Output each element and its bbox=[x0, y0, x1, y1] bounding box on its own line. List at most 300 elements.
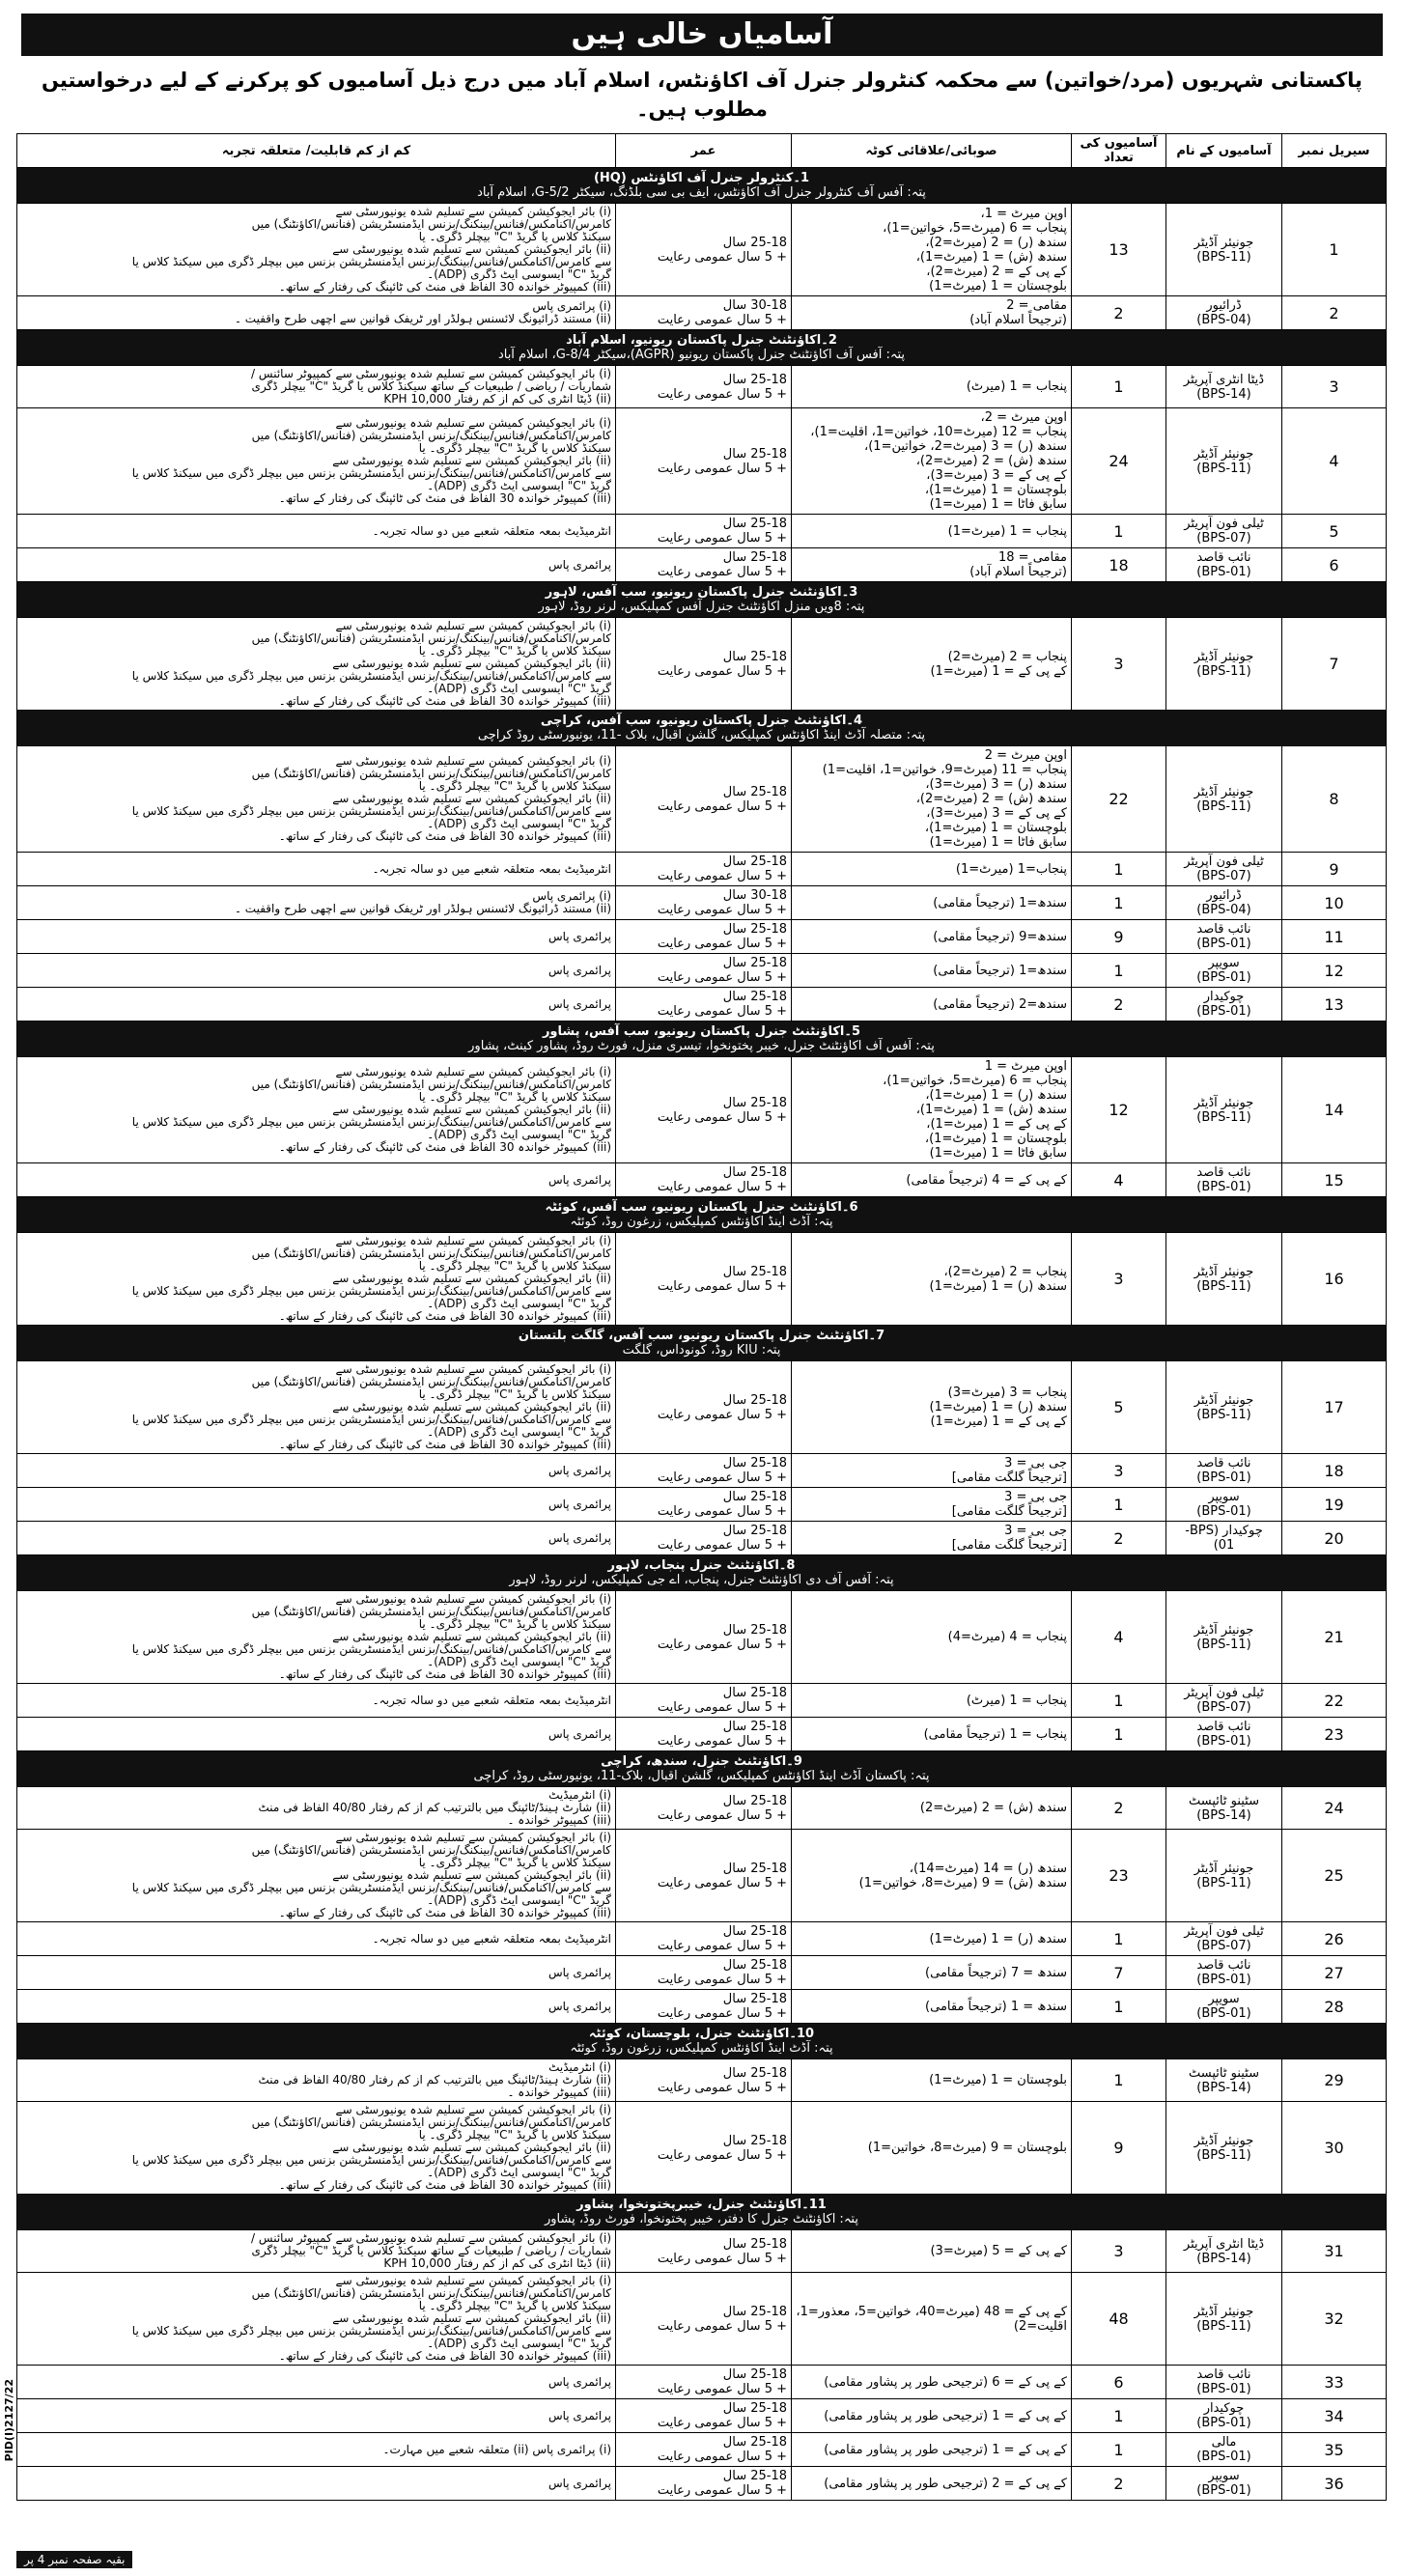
section-title: 1۔کنٹرولر جنرل آف اکاؤنٹس (HQ) bbox=[593, 171, 810, 185]
qualification-line: پرائمری پاس bbox=[548, 557, 611, 572]
qualification-line: (i) بائر ایجوکیشن کمیشن سے تسلیم شدہ یونیورسٹی سے bbox=[335, 416, 611, 430]
quota-cell bbox=[792, 1591, 1072, 1684]
age-line: 25-18 سال bbox=[722, 1490, 787, 1504]
post-scale: (BPS-01) bbox=[1196, 2006, 1251, 2021]
post-name: ڈرائیور bbox=[1206, 888, 1242, 903]
count-cell: 1 bbox=[1072, 1488, 1166, 1522]
count-cell: 1 bbox=[1072, 1684, 1166, 1718]
section-address: پتہ: متصلہ آڈٹ اینڈ اکاؤنٹس کمپلیکس، گلشن اقبال، بلاک -11، یونیورسٹی روڈ کراچی bbox=[477, 728, 926, 742]
section-header-row bbox=[17, 582, 1387, 618]
post-scale: (BPS-01) bbox=[1196, 1470, 1251, 1485]
section-header-cell bbox=[17, 1751, 1387, 1787]
section-header-cell bbox=[17, 2195, 1387, 2230]
quota-line: بلوچستان = 1 (میرٹ=1) bbox=[929, 2073, 1067, 2087]
qualification-line: (i) بائر ایجوکیشن کمیشن سے تسلیم شدہ یونیورسٹی سے bbox=[335, 1831, 611, 1844]
post-scale: (BPS-11) bbox=[1196, 663, 1251, 679]
qualification-cell bbox=[17, 2230, 616, 2273]
post-cell bbox=[1166, 2467, 1282, 2501]
quota-cell bbox=[792, 2366, 1072, 2399]
count-cell: 5 bbox=[1072, 1361, 1166, 1454]
age-line: 25-18 سال bbox=[722, 990, 787, 1004]
count-cell: 4 bbox=[1072, 1591, 1166, 1684]
age-line: 25-18 سال bbox=[722, 1924, 787, 1939]
table-row bbox=[17, 548, 1387, 582]
post-scale: (BPS-01) bbox=[1196, 2382, 1251, 2396]
header-age: عمر bbox=[616, 134, 792, 168]
quota-cell bbox=[792, 988, 1072, 1022]
age-line: 25-18 سال bbox=[722, 1456, 787, 1470]
quota-cell bbox=[792, 296, 1072, 330]
qualification-line: (i) بائر ایجوکیشن کمیشن سے تسلیم شدہ یونیورسٹی سے bbox=[335, 1065, 611, 1078]
quota-line: کے پی کے = 6 (ترجیحی طور پر پشاور مقامی) bbox=[824, 2374, 1067, 2390]
qualification-line: سے کامرس/اکنامکس/فنانس/بینکنگ/بزنس ایڈمنسٹریشن بزنس میں بیچلر ڈگری میں سیکنڈ کلاس یا bbox=[131, 669, 611, 683]
age-line: + 5 سال عمومی رعایت bbox=[657, 1180, 787, 1194]
post-scale: (BPS-01) bbox=[1196, 1504, 1251, 1519]
age-line: 25-18 سال bbox=[722, 649, 787, 664]
quota-cell bbox=[792, 1361, 1072, 1454]
qualification-line: (ii) مستند ڈرائیونگ لائسنس ہولڈر اور ٹریفک قوانین سے اچھی طرح واقفیت ۔ bbox=[234, 312, 611, 325]
count-cell: 1 bbox=[1072, 2433, 1166, 2467]
age-line: + 5 سال عمومی رعایت bbox=[657, 1875, 787, 1890]
quota-line: پنجاب = 11 (میرٹ=9، خواتین=1، اقلیت=1) bbox=[822, 763, 1067, 777]
section-header-cell bbox=[17, 2024, 1387, 2059]
qualification-cell bbox=[17, 2366, 616, 2399]
age-cell bbox=[616, 954, 792, 988]
section-header-row bbox=[17, 1555, 1387, 1591]
section-address: پتہ: پاکستان آڈٹ اینڈ اکاؤنٹس کمپلیکس، گلشن اقبال، بلاک-11، یونیورسٹی روڈ، کراچی bbox=[473, 1769, 930, 1783]
table-row bbox=[17, 618, 1387, 711]
section-title: 5۔اکاؤنٹنٹ جنرل پاکستان ریونیو، سب آفس، پشاور bbox=[542, 1024, 861, 1039]
serial-cell: 24 bbox=[1282, 1787, 1387, 1830]
quota-line: (ترجیحاً اسلام آباد) bbox=[969, 565, 1067, 579]
quota-cell bbox=[792, 515, 1072, 548]
publication-code: PID(I)2127/22 bbox=[3, 2379, 15, 2462]
post-name: جونیئر آڈیٹر bbox=[1193, 1264, 1254, 1279]
section-address: پتہ: آڈٹ اینڈ اکاؤنٹس کمپلیکس، زرغون روڈ، کوئٹہ bbox=[570, 2041, 833, 2056]
age-cell bbox=[616, 1488, 792, 1522]
post-cell bbox=[1166, 2366, 1282, 2399]
quota-line: (ترجیحاً اسلام آباد) bbox=[969, 313, 1067, 327]
qualification-line: (ii) بائر ایجوکیشن کمیشن سے تسلیم شدہ یونیورسٹی سے bbox=[332, 2141, 611, 2154]
qualification-line: سیکنڈ کلاس یا گریڈ "C" بیچلر ڈگری۔ یا bbox=[418, 1090, 611, 1104]
quota-line: کے پی کے = 1 (میرٹ=1) bbox=[930, 1414, 1067, 1429]
table-row bbox=[17, 1591, 1387, 1684]
age-cell bbox=[616, 1057, 792, 1163]
table-row bbox=[17, 1718, 1387, 1751]
quota-line: سندھ (ر) = 3 (میرٹ=2، خواتین=1)، bbox=[864, 439, 1067, 454]
quota-line: کے پی کے = 1 (ترجیحی طور پر پشاور مقامی) bbox=[824, 2442, 1067, 2457]
age-line: + 5 سال عمومی رعایت bbox=[657, 1004, 787, 1019]
age-cell bbox=[616, 853, 792, 886]
table-header-row bbox=[17, 134, 1387, 168]
qualification-line: پرائمری پاس bbox=[548, 2374, 611, 2389]
age-line: + 5 سال عمومی رعایت bbox=[657, 1538, 787, 1553]
qualification-line: سیکنڈ کلاس یا گریڈ "C" بیچلر ڈگری۔ یا bbox=[418, 230, 611, 243]
quota-line: پنجاب = 3 (میرٹ=3) bbox=[947, 1386, 1067, 1400]
serial-cell: 28 bbox=[1282, 1990, 1387, 2024]
quota-line: پنجاب = 4 (میرٹ=4) bbox=[947, 1630, 1067, 1644]
age-line: 25-18 سال bbox=[722, 1392, 787, 1408]
table-row bbox=[17, 1163, 1387, 1197]
post-cell bbox=[1166, 1522, 1282, 1555]
section-title: 8۔اکاؤنٹنٹ جنرل پنجاب، لاہور bbox=[607, 1558, 796, 1573]
qualification-line: (i) بائر ایجوکیشن کمیشن سے تسلیم شدہ یونیورسٹی سے bbox=[335, 1362, 611, 1376]
age-cell bbox=[616, 2467, 792, 2501]
age-line: + 5 سال عمومی رعایت bbox=[657, 386, 787, 402]
age-line: + 5 سال عمومی رعایت bbox=[657, 2318, 787, 2334]
post-cell bbox=[1166, 366, 1282, 408]
quota-cell bbox=[792, 2467, 1072, 2501]
qualification-line: شماریات / ریاضی / طبیعیات کے ساتھ سیکنڈ کلاس یا گریڈ "C" بیچلر ڈگری bbox=[251, 2244, 611, 2257]
section-header-cell bbox=[17, 582, 1387, 618]
age-line: 25-18 سال bbox=[722, 446, 787, 462]
serial-cell: 34 bbox=[1282, 2399, 1387, 2433]
qualification-line: پرائمری پاس bbox=[548, 1530, 611, 1545]
qualification-line: سیکنڈ کلاس یا گریڈ "C" بیچلر ڈگری۔ یا bbox=[418, 1259, 611, 1273]
quota-cell bbox=[792, 1922, 1072, 1956]
qualification-line: (iii) کمپیوٹر خواندہ 30 الفاظ فی منٹ کی ٹائپنگ کی رفتار کے ساتھ۔ bbox=[278, 829, 611, 843]
count-cell: 1 bbox=[1072, 886, 1166, 920]
quota-line: [ترجیحاً گلگت مقامی] bbox=[951, 1538, 1067, 1553]
quota-line: سابق فاٹا = 1 (میرٹ=1) bbox=[929, 1146, 1067, 1161]
qualification-line: سے کامرس/اکنامکس/فنانس/بینکنگ/بزنس ایڈمنسٹریشن بزنس میں بیچلر ڈگری میں سیکنڈ کلاس یا bbox=[131, 1413, 611, 1426]
quota-line: کے پی کے = 1 (میرٹ=1)، bbox=[926, 1117, 1067, 1132]
table-row bbox=[17, 1522, 1387, 1555]
qualification-line: سیکنڈ کلاس یا گریڈ "C" بیچلر ڈگری۔ یا bbox=[418, 1617, 611, 1631]
age-line: + 5 سال عمومی رعایت bbox=[657, 1109, 787, 1125]
serial-cell: 5 bbox=[1282, 515, 1387, 548]
age-line: + 5 سال عمومی رعایت bbox=[657, 1504, 787, 1519]
table-row bbox=[17, 746, 1387, 853]
qualification-line: گریڈ "C" ایسوسی ایٹ ڈگری (ADP)۔ bbox=[427, 2166, 611, 2179]
quota-line: جی بی = 3 bbox=[1004, 1524, 1067, 1538]
post-cell bbox=[1166, 1718, 1282, 1751]
quota-line: اوپن میرٹ = 2 bbox=[984, 748, 1067, 763]
post-name: جونیئر آڈیٹر bbox=[1193, 1622, 1254, 1638]
serial-cell: 16 bbox=[1282, 1233, 1387, 1326]
qualification-line: گریڈ "C" ایسوسی ایٹ ڈگری (ADP)۔ bbox=[427, 817, 611, 830]
quota-cell bbox=[792, 2399, 1072, 2433]
qualification-line: کامرس/اکنامکس/فنانس/بینکنگ/بزنس ایڈمنسٹریشن (فنانس/اکاؤنٹنگ) میں bbox=[251, 217, 611, 231]
qualification-cell bbox=[17, 746, 616, 853]
qualification-cell bbox=[17, 1718, 616, 1751]
section-title: 9۔اکاؤنٹنٹ جنرل، سندھ، کراچی bbox=[601, 1754, 802, 1769]
age-cell bbox=[616, 2433, 792, 2467]
count-cell: 3 bbox=[1072, 618, 1166, 711]
count-cell: 3 bbox=[1072, 2230, 1166, 2273]
table-row bbox=[17, 1922, 1387, 1956]
quota-cell bbox=[792, 366, 1072, 408]
post-name: سویپر bbox=[1208, 1490, 1240, 1504]
qualification-cell bbox=[17, 988, 616, 1022]
serial-cell: 30 bbox=[1282, 2102, 1387, 2195]
post-name: نائب قاصد bbox=[1196, 922, 1251, 937]
qualification-line: کامرس/اکنامکس/فنانس/بینکنگ/بزنس ایڈمنسٹریشن (فنانس/اکاؤنٹنگ) میں bbox=[251, 429, 611, 442]
post-scale: (BPS-01) bbox=[1196, 1004, 1251, 1019]
table-row bbox=[17, 1990, 1387, 2024]
age-cell bbox=[616, 2230, 792, 2273]
post-scale: (BPS-04) bbox=[1196, 903, 1251, 917]
age-cell bbox=[616, 1787, 792, 1830]
count-cell: 7 bbox=[1072, 1956, 1166, 1990]
post-name: مالی bbox=[1211, 2435, 1237, 2450]
quota-line: کے پی کے = 1 (ترجیحی طور پر پشاور مقامی) bbox=[824, 2408, 1067, 2423]
age-cell bbox=[616, 988, 792, 1022]
age-line: 25-18 سال bbox=[722, 2435, 787, 2450]
post-name: جونیئر آڈیٹر bbox=[1193, 2304, 1254, 2319]
section-header-cell bbox=[17, 168, 1387, 204]
post-name: جونیئر آڈیٹر bbox=[1193, 1861, 1254, 1876]
post-cell bbox=[1166, 2059, 1282, 2102]
qualification-line: (i) بائر ایجوکیشن کمیشن سے تسلیم شدہ یونیورسٹی سے bbox=[335, 1592, 611, 1606]
post-scale: (BPS-11) bbox=[1196, 1109, 1251, 1125]
age-line: + 5 سال عمومی رعایت bbox=[657, 1973, 787, 1987]
post-name: ٹیلی فون آپریٹر bbox=[1184, 517, 1264, 531]
quota-line: سندھ=2 (ترجیحاً مقامی) bbox=[933, 996, 1067, 1012]
post-name: جونیئر آڈیٹر bbox=[1193, 649, 1254, 664]
age-line: 25-18 سال bbox=[722, 2469, 787, 2483]
quota-cell bbox=[792, 2273, 1072, 2366]
quota-line: اوپن میرٹ = 2، bbox=[980, 410, 1067, 425]
section-header-row bbox=[17, 711, 1387, 746]
quota-cell bbox=[792, 204, 1072, 296]
qualification-line: سے کامرس/اکنامکس/فنانس/بینکنگ/بزنس ایڈمنسٹریشن بزنس میں بیچلر ڈگری میں سیکنڈ کلاس یا bbox=[131, 1115, 611, 1129]
quota-cell bbox=[792, 1956, 1072, 1990]
quota-line: پنجاب = 1 (میرٹ) bbox=[966, 379, 1067, 394]
quota-line: کے پی کے = 3 (میرٹ=3)، bbox=[926, 806, 1067, 821]
section-title: 4۔اکاؤنٹنٹ جنرل پاکستان ریونیو، سب آفس، کراچی bbox=[540, 714, 863, 728]
post-cell bbox=[1166, 1956, 1282, 1990]
table-row bbox=[17, 1830, 1387, 1922]
age-line: 25-18 سال bbox=[722, 1686, 787, 1700]
age-line: + 5 سال عمومی رعایت bbox=[657, 2382, 787, 2396]
age-line: 25-18 سال bbox=[722, 1165, 787, 1180]
quota-line: پنجاب = 2 (میرٹ=2)، bbox=[943, 1264, 1067, 1279]
count-cell: 9 bbox=[1072, 920, 1166, 954]
post-name: جونیئر آڈیٹر bbox=[1193, 235, 1254, 250]
qualification-cell bbox=[17, 1163, 616, 1197]
table-row bbox=[17, 2366, 1387, 2399]
post-cell bbox=[1166, 920, 1282, 954]
quota-line: کے پی کے = 2 (ترجیحی طور پر پشاور مقامی) bbox=[824, 2476, 1067, 2491]
section-address: پتہ: آفس آف اکاؤنٹنٹ جنرل، خیبر پختونخوا، تیسری منزل، فورٹ روڈ، پشاور کینٹ، پشاور bbox=[468, 1039, 935, 1053]
post-cell bbox=[1166, 2433, 1282, 2467]
age-line: 25-18 سال bbox=[722, 550, 787, 565]
count-cell: 1 bbox=[1072, 954, 1166, 988]
count-cell: 22 bbox=[1072, 746, 1166, 853]
count-cell: 4 bbox=[1072, 1163, 1166, 1197]
qualification-line: کامرس/اکنامکس/فنانس/بینکنگ/بزنس ایڈمنسٹریشن (فنانس/اکاؤنٹنگ) میں bbox=[251, 2115, 611, 2129]
qualification-line: (i) بائر ایجوکیشن کمیشن سے تسلیم شدہ یونیورسٹی سے bbox=[335, 2103, 611, 2116]
qualification-line: گریڈ "C" ایسوسی ایٹ ڈگری (ADP)۔ bbox=[427, 1425, 611, 1439]
section-header-cell bbox=[17, 330, 1387, 366]
age-line: + 5 سال عمومی رعایت bbox=[657, 663, 787, 679]
post-cell bbox=[1166, 618, 1282, 711]
quota-line: [ترجیحاً گلگت مقامی] bbox=[951, 1470, 1067, 1485]
quota-line: سندھ (ر) = 14 (میرٹ=14)، bbox=[909, 1861, 1067, 1876]
count-cell: 13 bbox=[1072, 204, 1166, 296]
qualification-line: (i) انٹرمیڈیٹ bbox=[548, 1788, 611, 1802]
post-scale: (BPS-01) bbox=[1196, 970, 1251, 985]
quota-line: پنجاب = 1 (میرٹ) bbox=[966, 1693, 1067, 1708]
age-cell bbox=[616, 2102, 792, 2195]
qualification-cell bbox=[17, 853, 616, 886]
qualification-cell bbox=[17, 920, 616, 954]
quota-line: اوپن میرٹ = 1، bbox=[980, 206, 1067, 221]
quota-cell bbox=[792, 1488, 1072, 1522]
age-cell bbox=[616, 920, 792, 954]
qualification-line: (ii) بائر ایجوکیشن کمیشن سے تسلیم شدہ یونیورسٹی سے bbox=[332, 1103, 611, 1116]
qualification-cell bbox=[17, 2059, 616, 2102]
count-cell: 1 bbox=[1072, 366, 1166, 408]
qualification-line: پرائمری پاس bbox=[548, 1726, 611, 1741]
qualification-line: (iii) کمپیوٹر خواندہ 30 الفاظ فی منٹ کی ٹائپنگ کی رفتار کے ساتھ۔ bbox=[278, 2178, 611, 2192]
qualification-line: پرائمری پاس bbox=[548, 2476, 611, 2490]
post-scale: (BPS-07) bbox=[1196, 869, 1251, 883]
qualification-line: (i) بائر ایجوکیشن کمیشن سے تسلیم شدہ یونیورسٹی سے کمپیوٹر سائنس / bbox=[251, 367, 611, 380]
serial-cell: 7 bbox=[1282, 618, 1387, 711]
count-cell: 1 bbox=[1072, 853, 1166, 886]
qualification-cell bbox=[17, 1787, 616, 1830]
qualification-line: کامرس/اکنامکس/فنانس/بینکنگ/بزنس ایڈمنسٹریشن (فنانس/اکاؤنٹنگ) میں bbox=[251, 1078, 611, 1091]
age-cell bbox=[616, 548, 792, 582]
age-cell bbox=[616, 1522, 792, 1555]
serial-cell: 32 bbox=[1282, 2273, 1387, 2366]
age-line: 30-18 سال bbox=[722, 298, 787, 313]
table-row bbox=[17, 1488, 1387, 1522]
age-line: 25-18 سال bbox=[722, 1958, 787, 1973]
quota-line: سندھ=1 (ترجیحاً مقامی) bbox=[933, 895, 1067, 910]
quota-cell bbox=[792, 618, 1072, 711]
post-scale: (BPS-01) bbox=[1196, 1973, 1251, 1987]
age-line: 25-18 سال bbox=[722, 1264, 787, 1279]
post-scale: (BPS-11) bbox=[1196, 1875, 1251, 1890]
serial-cell: 9 bbox=[1282, 853, 1387, 886]
serial-cell: 31 bbox=[1282, 2230, 1387, 2273]
post-name: ٹیلی فون آپریٹر bbox=[1184, 1686, 1264, 1700]
qualification-line: کامرس/اکنامکس/فنانس/بینکنگ/بزنس ایڈمنسٹریشن (فنانس/اکاؤنٹنگ) میں bbox=[251, 1246, 611, 1260]
age-line: + 5 سال عمومی رعایت bbox=[657, 2483, 787, 2498]
table-row bbox=[17, 204, 1387, 296]
age-line: 25-18 سال bbox=[722, 1524, 787, 1538]
table-row bbox=[17, 2059, 1387, 2102]
post-name: سٹینو ٹائپسٹ bbox=[1189, 2065, 1259, 2081]
age-line: + 5 سال عمومی رعایت bbox=[657, 461, 787, 476]
post-name: جونیئر آڈیٹر bbox=[1193, 784, 1254, 799]
qualification-line: (iii) کمپیوٹر خواندہ 30 الفاظ فی منٹ کی ٹائپنگ کی رفتار کے ساتھ۔ bbox=[278, 1438, 611, 1451]
count-cell: 2 bbox=[1072, 2467, 1166, 2501]
post-scale: (BPS-14) bbox=[1196, 2251, 1251, 2266]
section-header-row bbox=[17, 168, 1387, 204]
qualification-line: کامرس/اکنامکس/فنانس/بینکنگ/بزنس ایڈمنسٹریشن (فنانس/اکاؤنٹنگ) میں bbox=[251, 1843, 611, 1857]
post-scale: (BPS-11) bbox=[1196, 249, 1251, 265]
age-line: + 5 سال عمومی رعایت bbox=[657, 531, 787, 546]
table-row bbox=[17, 1361, 1387, 1454]
post-cell bbox=[1166, 886, 1282, 920]
serial-cell: 4 bbox=[1282, 408, 1387, 515]
post-cell bbox=[1166, 988, 1282, 1022]
age-line: 25-18 سال bbox=[722, 235, 787, 250]
qualification-line: (i) بائر ایجوکیشن کمیشن سے تسلیم شدہ یونیورسٹی سے bbox=[335, 205, 611, 218]
age-cell bbox=[616, 1684, 792, 1718]
section-header-row bbox=[17, 2024, 1387, 2059]
quota-cell bbox=[792, 2433, 1072, 2467]
age-line: 25-18 سال bbox=[722, 2304, 787, 2319]
qualification-line: گریڈ "C" ایسوسی ایٹ ڈگری (ADP)۔ bbox=[427, 682, 611, 695]
qualification-line: (ii) بائر ایجوکیشن کمیشن سے تسلیم شدہ یونیورسٹی سے bbox=[332, 792, 611, 805]
age-line: 25-18 سال bbox=[722, 2065, 787, 2081]
count-cell: 3 bbox=[1072, 1233, 1166, 1326]
serial-cell: 17 bbox=[1282, 1361, 1387, 1454]
qualification-line: پرائمری پاس bbox=[548, 2408, 611, 2422]
vacancies-table bbox=[16, 133, 1387, 2501]
post-scale: (BPS-04) bbox=[1196, 313, 1251, 327]
qualification-line: سے کامرس/اکنامکس/فنانس/بینکنگ/بزنس ایڈمنسٹریشن بزنس میں بیچلر ڈگری میں سیکنڈ کلاس یا bbox=[131, 1642, 611, 1656]
serial-cell: 23 bbox=[1282, 1718, 1387, 1751]
section-header-cell bbox=[17, 1022, 1387, 1057]
qualification-line: سے کامرس/اکنامکس/فنانس/بینکنگ/بزنس ایڈمنسٹریشن بزنس میں بیچلر ڈگری میں سیکنڈ کلاس یا bbox=[131, 804, 611, 818]
quota-cell bbox=[792, 954, 1072, 988]
count-cell: 24 bbox=[1072, 408, 1166, 515]
table-row bbox=[17, 988, 1387, 1022]
qualification-cell bbox=[17, 1454, 616, 1488]
header-count: آسامیوں کی تعداد bbox=[1072, 134, 1166, 168]
post-cell bbox=[1166, 2273, 1282, 2366]
post-cell bbox=[1166, 408, 1282, 515]
qualification-line: سیکنڈ کلاس یا گریڈ "C" بیچلر ڈگری۔ یا bbox=[418, 1387, 611, 1401]
qualification-line: (ii) بائر ایجوکیشن کمیشن سے تسلیم شدہ یونیورسٹی سے bbox=[332, 1868, 611, 1882]
quota-line: بلوچستان = 1 (میرٹ=1)، bbox=[924, 483, 1067, 497]
age-line: 25-18 سال bbox=[722, 2236, 787, 2252]
post-name: جونیئر آڈیٹر bbox=[1193, 2133, 1254, 2148]
age-line: + 5 سال عمومی رعایت bbox=[657, 1700, 787, 1715]
quota-cell bbox=[792, 1830, 1072, 1922]
count-cell: 18 bbox=[1072, 548, 1166, 582]
qualification-line: (iii) کمپیوٹر خواندہ 30 الفاظ فی منٹ کی ٹائپنگ کی رفتار کے ساتھ۔ bbox=[278, 2349, 611, 2363]
count-cell: 23 bbox=[1072, 1830, 1166, 1922]
header-qualification: کم از کم قابلیت/ متعلقہ تجربہ bbox=[17, 134, 616, 168]
count-cell: 1 bbox=[1072, 515, 1166, 548]
qualification-line: پرائمری پاس bbox=[548, 1965, 611, 1979]
age-cell bbox=[616, 1922, 792, 1956]
qualification-line: (ii) بائر ایجوکیشن کمیشن سے تسلیم شدہ یونیورسٹی سے bbox=[332, 242, 611, 256]
table-row bbox=[17, 515, 1387, 548]
qualification-line: انٹرمیڈیٹ بمعہ متعلقہ شعبے میں دو سالہ تجربہ۔ bbox=[372, 523, 611, 538]
quota-line: سندھ = 1 (ترجیحاً مقامی) bbox=[925, 1999, 1067, 2014]
post-cell bbox=[1166, 1591, 1282, 1684]
count-cell: 3 bbox=[1072, 1454, 1166, 1488]
age-line: 25-18 سال bbox=[722, 922, 787, 937]
qualification-line: سیکنڈ کلاس یا گریڈ "C" بیچلر ڈگری۔ یا bbox=[418, 644, 611, 658]
qualification-cell bbox=[17, 1488, 616, 1522]
section-title: 6۔اکاؤنٹنٹ جنرل پاکستان ریونیو، سب آفس، کوئٹہ bbox=[545, 1200, 858, 1215]
quota-line: سندھ=1 (ترجیحاً مقامی) bbox=[933, 963, 1067, 978]
count-cell: 48 bbox=[1072, 2273, 1166, 2366]
section-header-row bbox=[17, 1326, 1387, 1361]
age-line: + 5 سال عمومی رعایت bbox=[657, 1278, 787, 1294]
serial-cell: 14 bbox=[1282, 1057, 1387, 1163]
count-cell: 2 bbox=[1072, 1787, 1166, 1830]
age-line: + 5 سال عمومی رعایت bbox=[657, 1734, 787, 1749]
serial-cell: 19 bbox=[1282, 1488, 1387, 1522]
qualification-cell bbox=[17, 204, 616, 296]
age-line: + 5 سال عمومی رعایت bbox=[657, 970, 787, 985]
quota-line: کے پی کے = 4 (ترجیحاً مقامی) bbox=[906, 1172, 1067, 1188]
section-header-row bbox=[17, 2195, 1387, 2230]
table-row bbox=[17, 1057, 1387, 1163]
qualification-line: انٹرمیڈیٹ بمعہ متعلقہ شعبے میں دو سالہ تجربہ۔ bbox=[372, 861, 611, 876]
table-row bbox=[17, 886, 1387, 920]
